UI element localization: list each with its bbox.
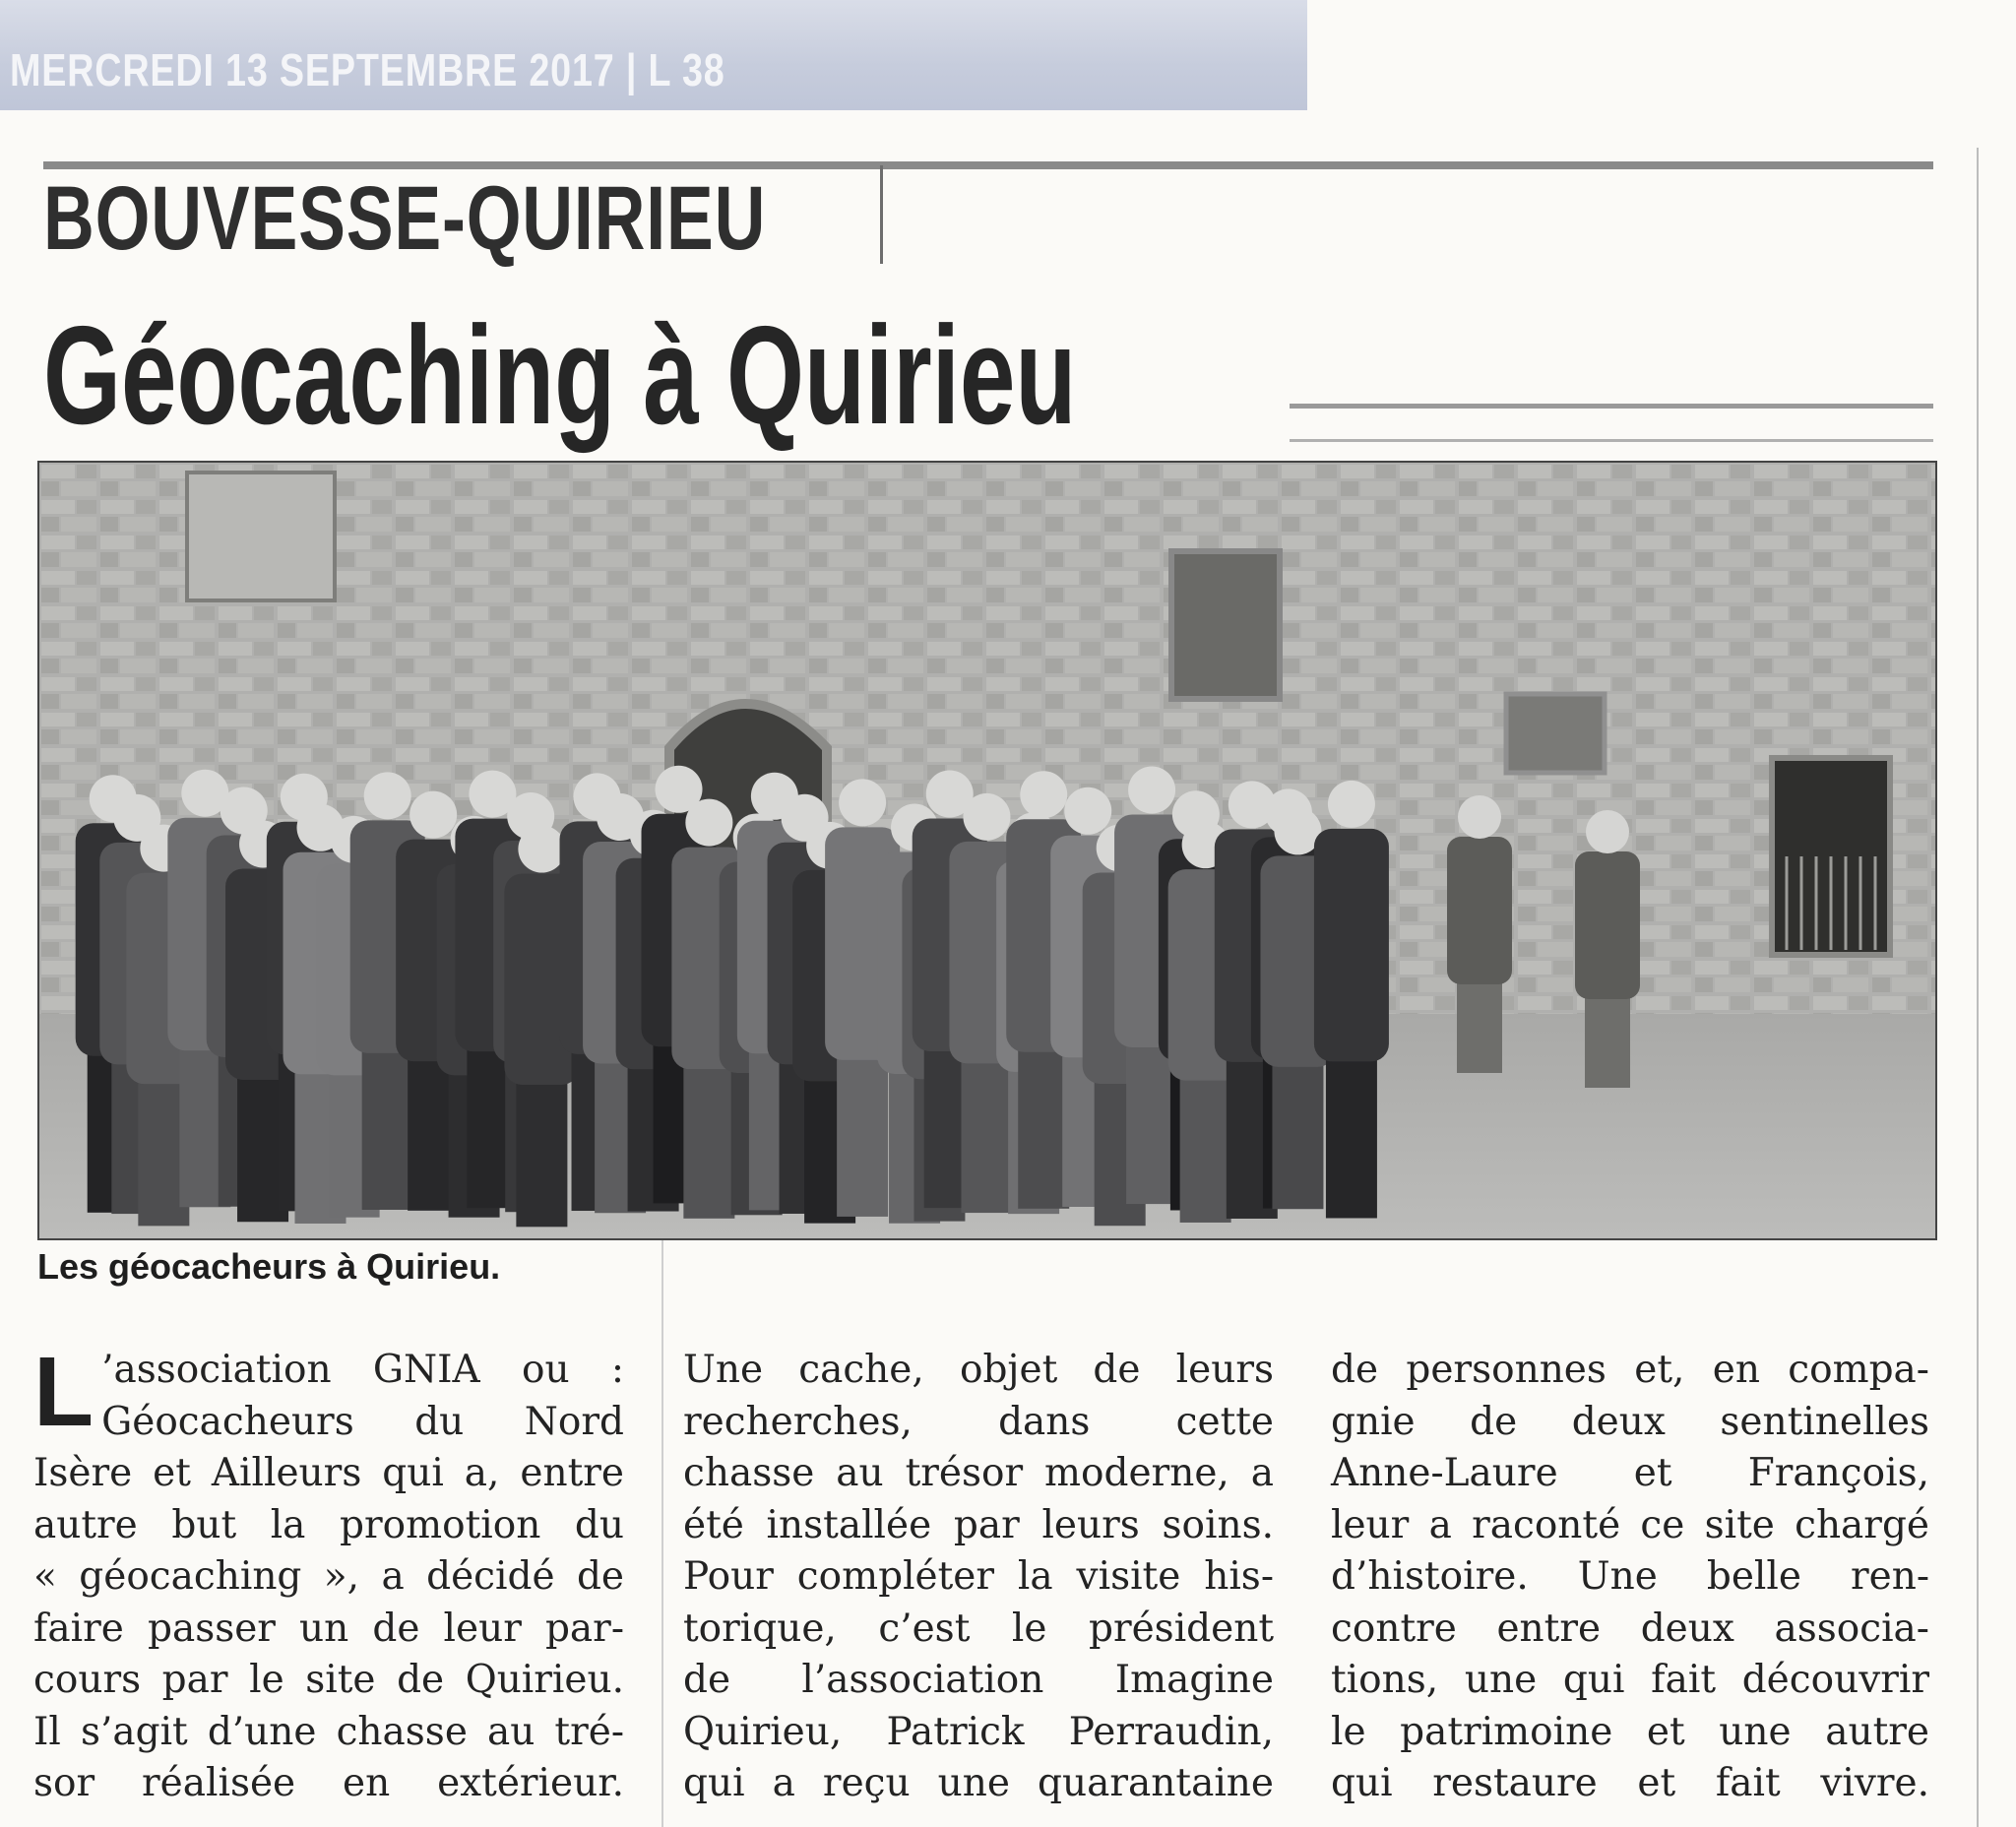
text-line: contre entre deux associa-	[1331, 1606, 1929, 1651]
text-line: leur a raconté ce site chargé	[1331, 1502, 1929, 1547]
text-line: Il s’agit d’une chasse au tré-	[33, 1709, 624, 1754]
body-column-1	[33, 1337, 624, 1810]
text-line: le patrimoine et une autre	[1331, 1709, 1929, 1754]
text-line: Une cache, objet de leurs	[683, 1348, 1274, 1392]
section-kicker: BOUVESSE-QUIRIEU	[43, 168, 767, 269]
text-line: de l’association Imagine	[683, 1658, 1274, 1702]
text-line: « géocaching », a décidé de	[33, 1554, 624, 1599]
text-line: Isère et Ailleurs qui a, entre	[33, 1451, 624, 1495]
right-rule	[1290, 404, 1933, 409]
article-headline: Géocaching à Quirieu	[43, 297, 1077, 454]
text-line: chasse au trésor moderne, a	[683, 1451, 1274, 1495]
column-rule-left	[662, 1240, 663, 1827]
dateline: MERCREDI 13 SEPTEMBRE 2017 | L 38	[10, 44, 725, 95]
text-line: été installée par leurs soins.	[683, 1502, 1274, 1547]
text-line: tions, une qui fait découvrir	[1331, 1658, 1929, 1702]
text-line: qui a reçu une quarantaine	[683, 1761, 1274, 1805]
column-3-lines	[1331, 1345, 1929, 1810]
text-line: de personnes et, en compa-	[1331, 1348, 1929, 1392]
text-line: gnie de deux sentinelles	[1331, 1399, 1929, 1444]
text-line: cours par le site de Quirieu.	[33, 1658, 624, 1702]
dropcap: L	[33, 1337, 94, 1447]
kicker-divider	[880, 165, 883, 264]
bleed-through-text	[689, 110, 1299, 307]
photo-caption: Les géocacheurs à Quirieu.	[37, 1246, 501, 1287]
right-rule-2	[1290, 439, 1933, 442]
body-column-2	[683, 1345, 1274, 1810]
column-rule-right	[1977, 148, 1979, 1827]
text-line: Anne-Laure et François,	[1331, 1451, 1929, 1495]
text-line: d’histoire. Une belle ren-	[1331, 1554, 1929, 1599]
body-column-3	[1331, 1345, 1929, 1810]
text-line: qui restaure et fait vivre.	[1331, 1761, 1929, 1805]
article-photo	[37, 461, 1937, 1240]
text-line: faire passer un de leur par-	[33, 1606, 624, 1651]
group-photo-illustration	[39, 463, 1935, 1238]
date-bar	[0, 0, 1307, 110]
text-line: Pour compléter la visite his-	[683, 1554, 1274, 1599]
text-line: torique, c’est le président	[683, 1606, 1274, 1651]
bleed-through-text	[1319, 110, 1929, 307]
text-line: ’association GNIA ou :	[101, 1348, 624, 1392]
text-line: autre but la promotion du	[33, 1502, 624, 1547]
text-line: Géocacheurs du Nord	[101, 1399, 624, 1444]
column-1-lines	[33, 1337, 624, 1810]
column-2-lines	[683, 1345, 1274, 1810]
text-line: recherches, dans cette	[683, 1399, 1274, 1444]
text-line: sor réalisée en extérieur.	[33, 1761, 624, 1805]
text-line: Quirieu, Patrick Perraudin,	[683, 1709, 1274, 1754]
